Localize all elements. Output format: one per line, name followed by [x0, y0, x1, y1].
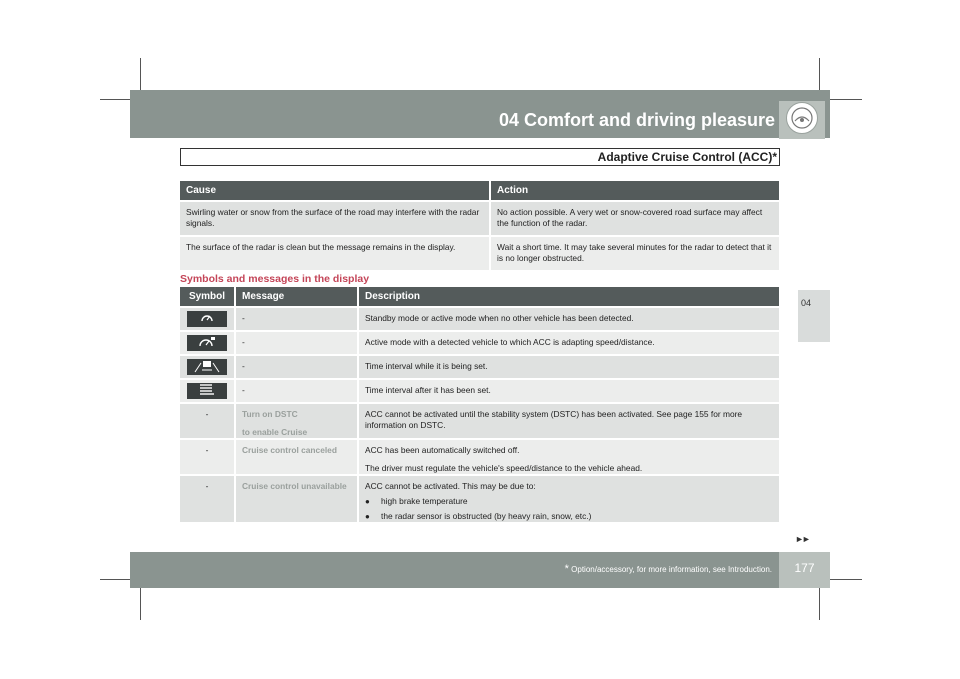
vehicle-distance-icon	[187, 359, 227, 375]
table-row	[180, 439, 779, 475]
symbol-cell: -	[180, 439, 235, 475]
continue-arrows: ►►	[795, 534, 809, 544]
section-title: Adaptive Cruise Control (ACC)*	[597, 150, 777, 164]
description-cell: Time interval after it has been set.	[358, 379, 779, 403]
time-interval-bars-icon	[187, 383, 227, 399]
display-message: Turn on DSTC	[242, 409, 298, 419]
description-text: ACC cannot be activated. This may be due to:	[365, 481, 536, 491]
list-item: ● the radar sensor is obstructed (by heavy rain, snow, etc.)	[365, 511, 773, 522]
column-header-message: Message	[235, 287, 358, 307]
symbols-messages-table	[180, 287, 779, 522]
table-row	[180, 331, 779, 355]
description-cell: Active mode with a detected vehicle to which ACC is adapting speed/distance.	[358, 331, 779, 355]
column-header-description: Description	[358, 287, 779, 307]
symbol-cell: -	[180, 475, 235, 522]
symbol-cell	[180, 307, 235, 331]
footnote-text: Option/accessory, for more information, see Introduction.	[571, 565, 772, 574]
bullet-list	[365, 496, 773, 522]
message-cell: -	[235, 307, 358, 331]
description-cell	[358, 439, 779, 475]
list-item: ● high brake temperature	[365, 496, 773, 507]
chapter-title: 04 Comfort and driving pleasure	[498, 110, 775, 130]
footnote-star: *	[564, 563, 569, 575]
symbol-cell: -	[180, 403, 235, 439]
steering-hands-icon	[786, 102, 818, 134]
cause-cell: Swirling water or snow from the surface of the road may interfere with the radar signals.	[180, 201, 490, 236]
message-cell: -	[235, 379, 358, 403]
column-header-symbol: Symbol	[180, 287, 235, 307]
table-row	[180, 379, 779, 403]
description-cell: Standby mode or active mode when no other vehicle has been detected.	[358, 307, 779, 331]
message-cell: -	[235, 355, 358, 379]
cause-cell: The surface of the radar is clean but the message remains in the display.	[180, 236, 490, 270]
table-row	[180, 201, 779, 236]
table-row	[180, 475, 779, 522]
page-number: 177	[794, 561, 815, 575]
footer-note	[500, 563, 772, 575]
column-header-action: Action	[490, 181, 779, 201]
symbol-cell	[180, 355, 235, 379]
column-header-cause: Cause	[180, 181, 490, 201]
message-cell	[235, 439, 358, 475]
table-row	[180, 355, 779, 379]
action-cell: No action possible. A very wet or snow-covered road surface may affect the function of the radar.	[490, 201, 779, 236]
display-message: Cruise control unavailable	[242, 481, 347, 491]
description-cell: ACC cannot be activated until the stability system (DSTC) has been activated. See page 155 for more information on DSTC.	[358, 403, 779, 439]
description-cell	[358, 475, 779, 522]
action-cell: Wait a short time. It may take several minutes for the radar to detect that it is no longer obstructed.	[490, 236, 779, 270]
display-message: to enable Cruise	[242, 427, 308, 437]
message-cell: -	[235, 331, 358, 355]
table-row	[180, 307, 779, 331]
symbol-cell	[180, 331, 235, 355]
speedometer-icon	[187, 311, 227, 327]
description-text: The driver must regulate the vehicle's speed/distance to the vehicle ahead.	[365, 463, 643, 473]
description-text: ACC has been automatically switched off.	[365, 445, 520, 455]
speedometer-car-icon	[187, 335, 227, 351]
display-message: Cruise control canceled	[242, 445, 337, 455]
cause-action-table	[180, 181, 779, 270]
table-row	[180, 403, 779, 439]
message-cell	[235, 403, 358, 439]
table-row	[180, 236, 779, 270]
message-cell	[235, 475, 358, 522]
symbols-heading: Symbols and messages in the display	[180, 273, 370, 285]
side-tab-label: 04	[801, 298, 812, 308]
symbol-cell	[180, 379, 235, 403]
description-cell: Time interval while it is being set.	[358, 355, 779, 379]
